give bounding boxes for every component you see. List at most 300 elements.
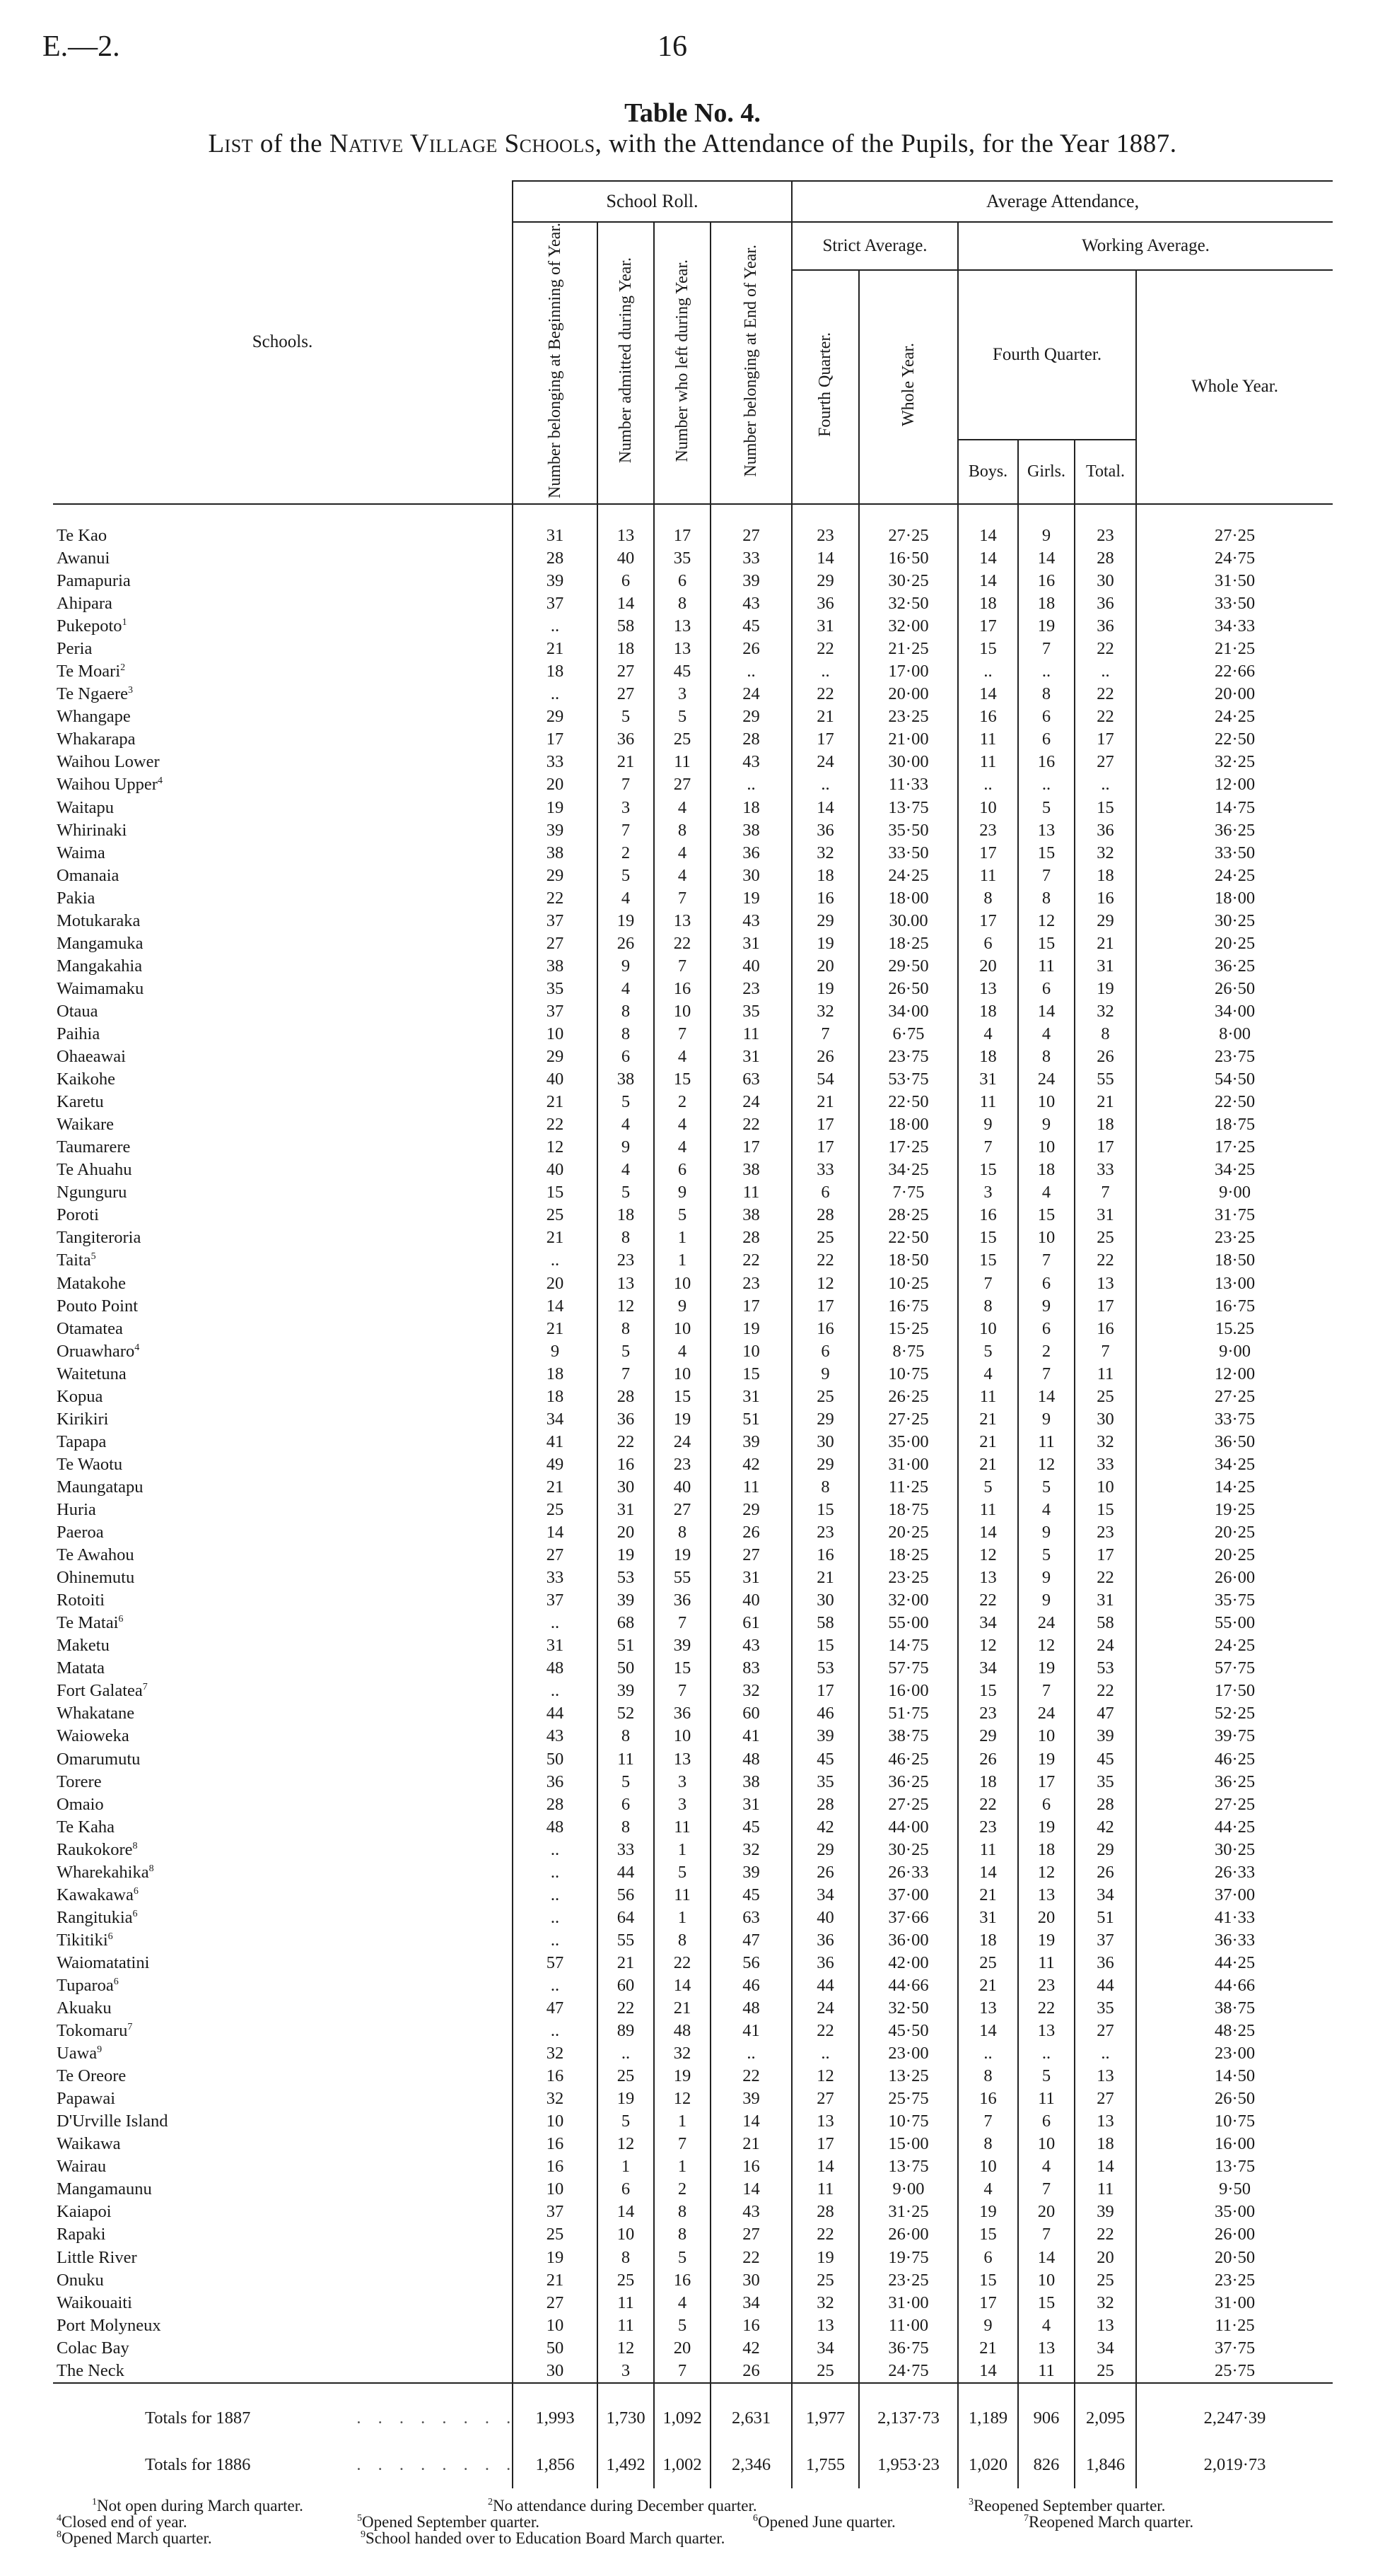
cell-value: 19 [597, 910, 654, 932]
school-name: Pakia [57, 888, 95, 908]
cell-value: 31 [792, 615, 859, 638]
cell-value: 22 [792, 638, 859, 660]
average-attendance-header: Average Attendance, [792, 181, 1333, 222]
cell-value: .. [958, 660, 1018, 683]
cell-value: 48 [711, 1747, 792, 1770]
cell-value: 50 [513, 1747, 597, 1770]
cell-value: 36 [1075, 615, 1136, 638]
cell-value: 10 [958, 1318, 1018, 1340]
cell-value: 34 [958, 1657, 1018, 1680]
school-name: Little River [57, 2247, 137, 2267]
cell-value: 10·75 [1136, 2110, 1333, 2133]
cell-value: 48 [654, 2020, 711, 2042]
table-row [53, 1771, 1333, 1793]
cell-value: 15 [1018, 2292, 1075, 2314]
cell-value: 21 [792, 1567, 859, 1589]
table-row [53, 1453, 1333, 1476]
cell-value: 12 [1018, 910, 1075, 932]
table-row [53, 773, 1333, 796]
cell-value: 14 [792, 547, 859, 570]
school-name: Wairau [57, 2157, 107, 2177]
cell-value: 32 [792, 2292, 859, 2314]
cell-value: 31 [958, 1907, 1018, 1929]
cell-value: 41 [711, 2020, 792, 2042]
cell-value: 53·75 [859, 1068, 958, 1091]
cell-value: 28 [513, 547, 597, 570]
cell-value: 31 [711, 1046, 792, 1068]
school-name: Otamatea [57, 1318, 123, 1338]
cell-value: 55 [597, 1929, 654, 1952]
cell-value: 8 [654, 1929, 711, 1952]
total-value: 1,092 [654, 2383, 711, 2442]
cell-value: 8 [597, 2247, 654, 2269]
cell-value: 32·00 [859, 615, 958, 638]
cell-value: 16 [958, 706, 1018, 728]
col-strict-q4: Fourth Quarter. [792, 270, 859, 504]
cell-value: 36 [597, 1408, 654, 1431]
cell-value: 38 [513, 955, 597, 978]
cell-value: 23 [597, 1249, 654, 1272]
cell-value: 8·75 [859, 1340, 958, 1363]
cell-value: 22 [1075, 2223, 1136, 2246]
cell-value: 25 [958, 1952, 1018, 1974]
cell-value: 4 [1018, 2314, 1075, 2337]
cell-value: 15 [958, 2223, 1018, 2246]
cell-value: 22 [1075, 1249, 1136, 1272]
cell-value: 27 [1075, 2088, 1136, 2110]
school-name: Uawa$^9$ [57, 2044, 103, 2063]
cell-value: 25 [1075, 1226, 1136, 1249]
table-row [53, 638, 1333, 660]
cell-value: 33 [513, 751, 597, 773]
cell-value: 55 [1075, 1068, 1136, 1091]
cell-value: 21 [1075, 1091, 1136, 1113]
table-row [53, 2065, 1333, 2088]
cell-value: 44·66 [859, 1974, 958, 1997]
school-name: Waiomatatini [57, 1953, 150, 1972]
cell-value: 16 [654, 978, 711, 1000]
school-name: Matata [57, 1658, 105, 1678]
cell-value: 54 [792, 1068, 859, 1091]
table-row [53, 1068, 1333, 1091]
col-whole-year: Whole Year. [1136, 270, 1333, 504]
cell-value: 27 [711, 1544, 792, 1567]
table-row [53, 1725, 1333, 1747]
cell-value: 22 [513, 887, 597, 910]
school-name: Ngunguru [57, 1183, 127, 1202]
cell-value: 10 [654, 1363, 711, 1386]
cell-value: 16·75 [859, 1295, 958, 1318]
school-name: Whakarapa [57, 730, 136, 749]
cell-value: 10 [958, 2155, 1018, 2178]
cell-value: 32 [1075, 1431, 1136, 1453]
cell-value: 27·25 [1136, 504, 1333, 547]
cell-value: 9 [792, 1363, 859, 1386]
cell-value: 13 [654, 615, 711, 638]
cell-value: 18 [958, 1046, 1018, 1068]
cell-value: 44·00 [859, 1816, 958, 1839]
cell-value: 83 [711, 1657, 792, 1680]
cell-value: 28 [792, 1204, 859, 1226]
cell-value: 38·75 [859, 1725, 958, 1747]
table-row [53, 1634, 1333, 1657]
cell-value: 8 [597, 1318, 654, 1340]
table-row [53, 660, 1333, 683]
cell-value: 18 [1075, 865, 1136, 887]
cell-value: 13·25 [859, 2065, 958, 2088]
cell-value: 8 [654, 2201, 711, 2223]
cell-value: 34·25 [1136, 1453, 1333, 1476]
cell-value: 15.25 [1136, 1318, 1333, 1340]
cell-value: .. [711, 773, 792, 796]
cell-value: 5 [597, 865, 654, 887]
school-name: Kaikohe [57, 1070, 115, 1089]
cell-value: 11 [1075, 1363, 1136, 1386]
cell-value: 13·75 [1136, 2155, 1333, 2178]
cell-value: 11 [958, 1386, 1018, 1408]
cell-value: 5 [958, 1476, 1018, 1499]
cell-value: 15 [654, 1068, 711, 1091]
cell-value: 36 [513, 1771, 597, 1793]
cell-value: 30·25 [859, 1839, 958, 1861]
cell-value: 57·75 [1136, 1657, 1333, 1680]
cell-value: 21 [1075, 932, 1136, 955]
cell-value: 38 [597, 1068, 654, 1091]
cell-value: 12·00 [1136, 1363, 1333, 1386]
school-name: Waikawa [57, 2134, 121, 2154]
cell-value: 26·00 [1136, 2223, 1333, 2246]
table-row [53, 2201, 1333, 2223]
cell-value: 19·25 [1136, 1499, 1333, 1521]
cell-value: 24 [792, 751, 859, 773]
table-row [53, 2178, 1333, 2201]
cell-value: .. [1018, 2042, 1075, 2065]
cell-value: 36 [792, 1929, 859, 1952]
school-name: Waihou Lower [57, 752, 160, 772]
cell-value: 15 [958, 2269, 1018, 2292]
cell-value: 21 [513, 1091, 597, 1113]
cell-value: 10 [513, 2314, 597, 2337]
cell-value: 8 [597, 1023, 654, 1046]
cell-value: 7 [1018, 865, 1075, 887]
totals-label: Totals for 1887 . . . . . . . . [53, 2383, 513, 2442]
cell-value: 18·00 [1136, 887, 1333, 910]
cell-value: 24·75 [1136, 547, 1333, 570]
school-name: Te Kaha [57, 1817, 115, 1837]
cell-value: 5 [654, 2314, 711, 2337]
cell-value: 14 [958, 570, 1018, 592]
table-row [53, 706, 1333, 728]
cell-value: 19 [1018, 615, 1075, 638]
cell-value: 43 [711, 2201, 792, 2223]
cell-value: 32 [792, 842, 859, 865]
cell-value: 9·50 [1136, 2178, 1333, 2201]
total-value: 906 [1018, 2383, 1075, 2442]
cell-value: 22 [1075, 706, 1136, 728]
cell-value: 9·00 [859, 2178, 958, 2201]
cell-value: 13 [1075, 1272, 1136, 1295]
cell-value: 29 [792, 570, 859, 592]
cell-value: 11 [597, 2314, 654, 2337]
cell-value: 41 [513, 1431, 597, 1453]
cell-value: 36 [792, 592, 859, 615]
cell-value: 25 [792, 2269, 859, 2292]
cell-value: 31 [711, 1386, 792, 1408]
school-name: Otaua [57, 1001, 98, 1021]
cell-value: 16 [792, 1318, 859, 1340]
cell-value: 14 [958, 1521, 1018, 1544]
cell-value: 45·50 [859, 2020, 958, 2042]
cell-value: 22 [1018, 1997, 1075, 2020]
cell-value: 12 [513, 1136, 597, 1159]
table-row [53, 797, 1333, 819]
cell-value: 10 [1075, 1476, 1136, 1499]
cell-value: 39 [792, 1725, 859, 1747]
table-row [53, 1567, 1333, 1589]
school-name: Awanui [57, 549, 110, 568]
cell-value: 20·25 [859, 1521, 958, 1544]
table-row [53, 1521, 1333, 1544]
cell-value: 60 [711, 1702, 792, 1725]
school-name: Kaiapoi [57, 2202, 112, 2222]
cell-value: 23 [711, 978, 792, 1000]
cell-value: 21·00 [859, 728, 958, 751]
cell-value: 46 [792, 1702, 859, 1725]
cell-value: 36·25 [859, 1771, 958, 1793]
cell-value: 26 [792, 1861, 859, 1884]
cell-value: 18·75 [1136, 1113, 1333, 1136]
cell-value: 8 [958, 2133, 1018, 2155]
cell-value: 7 [792, 1023, 859, 1046]
school-name: Pukepoto$^1$ [57, 616, 127, 636]
cell-value: 28 [1075, 1793, 1136, 1816]
cell-value: 35 [1075, 1997, 1136, 2020]
cell-value: 9·00 [1136, 1340, 1333, 1363]
school-name: Poroti [57, 1205, 99, 1225]
cell-value: 36·50 [1136, 1431, 1333, 1453]
cell-value: 36·25 [1136, 1771, 1333, 1793]
cell-value: 43 [711, 751, 792, 773]
cell-value: 23·75 [1136, 1046, 1333, 1068]
cell-value: 28 [711, 1226, 792, 1249]
cell-value: 32 [1075, 842, 1136, 865]
cell-value: 14 [1018, 2247, 1075, 2269]
table-row [53, 615, 1333, 638]
cell-value: 5 [1018, 797, 1075, 819]
cell-value: 17 [1075, 1544, 1136, 1567]
school-name: Motukaraka [57, 911, 141, 930]
school-name: Te Waotu [57, 1454, 123, 1474]
school-name: Fort Galatea$^7$ [57, 1681, 148, 1701]
cell-value: 11 [958, 1839, 1018, 1861]
total-value: 2,346 [711, 2442, 792, 2488]
table-row [53, 1023, 1333, 1046]
cell-value: 39 [711, 1431, 792, 1453]
col-end: Number belonging at End of Year. [711, 222, 792, 504]
cell-value: 45 [654, 660, 711, 683]
cell-value: 6 [958, 2247, 1018, 2269]
cell-value: 18 [958, 1929, 1018, 1952]
total-value: 1,953·23 [859, 2442, 958, 2488]
cell-value: 13 [1018, 1884, 1075, 1907]
cell-value: 18·75 [859, 1499, 958, 1521]
cell-value: 32·00 [859, 1589, 958, 1612]
table-totals [53, 2383, 1333, 2488]
cell-value: 6 [1018, 2110, 1075, 2133]
cell-value: 31 [1075, 955, 1136, 978]
cell-value: 8 [597, 1816, 654, 1839]
cell-value: 55·00 [859, 1612, 958, 1634]
cell-value: 12 [792, 2065, 859, 2088]
cell-value: 18 [792, 865, 859, 887]
cell-value: 27 [513, 2292, 597, 2314]
cell-value: 36 [711, 842, 792, 865]
cell-value: 27 [597, 683, 654, 706]
attendance-table [53, 180, 1333, 2488]
cell-value: 8 [958, 887, 1018, 910]
cell-value: 34·25 [859, 1159, 958, 1181]
cell-value: 19 [513, 2247, 597, 2269]
cell-value: .. [958, 2042, 1018, 2065]
cell-value: 4 [654, 797, 711, 819]
strict-average-header: Strict Average. [792, 222, 958, 270]
cell-value: .. [597, 2042, 654, 2065]
school-name: Matakohe [57, 1273, 126, 1293]
cell-value: 25 [1075, 2269, 1136, 2292]
cell-value: 25 [1075, 2360, 1136, 2383]
cell-value: 27·25 [859, 1408, 958, 1431]
table-row [53, 910, 1333, 932]
cell-value: 29 [792, 1453, 859, 1476]
cell-value: 11 [1018, 1952, 1075, 1974]
cell-value: 17 [792, 1680, 859, 1702]
cell-value: 31 [711, 1793, 792, 1816]
cell-value: 32·25 [1136, 751, 1333, 773]
cell-value: 39 [711, 1861, 792, 1884]
cell-value: 31 [711, 1567, 792, 1589]
cell-value: 2 [1018, 1340, 1075, 1363]
cell-value: 31·00 [1136, 2292, 1333, 2314]
cell-value: 19 [711, 887, 792, 910]
cell-value: 37 [513, 1589, 597, 1612]
school-name: Omaio [57, 1794, 104, 1814]
cell-value: 12 [654, 2088, 711, 2110]
cell-value: 52 [597, 1702, 654, 1725]
table-row [53, 1476, 1333, 1499]
cell-value: 42 [711, 2337, 792, 2360]
cell-value: 14 [1075, 2155, 1136, 2178]
cell-value: 2 [597, 842, 654, 865]
cell-value: 5 [654, 2247, 711, 2269]
cell-value: 28 [513, 1793, 597, 1816]
cell-value: 14 [958, 547, 1018, 570]
cell-value: 23·00 [859, 2042, 958, 2065]
school-name: Waitapu [57, 797, 115, 817]
cell-value: 28 [1075, 547, 1136, 570]
cell-value: 16 [711, 2155, 792, 2178]
cell-value: 23·00 [1136, 2042, 1333, 2065]
cell-value: 8 [597, 1725, 654, 1747]
cell-value: 14 [597, 592, 654, 615]
cell-value: 12 [958, 1544, 1018, 1567]
totals-label: Totals for 1886 . . . . . . . . [145, 2454, 518, 2474]
cell-value: 18 [1018, 1159, 1075, 1181]
cell-value: 10 [1018, 1136, 1075, 1159]
cell-value: 13 [597, 1272, 654, 1295]
table-row [53, 2223, 1333, 2246]
cell-value: 18 [513, 1386, 597, 1408]
cell-value: 27 [513, 932, 597, 955]
report-reference: E.—2. [42, 30, 120, 63]
total-value: 2,137·73 [859, 2383, 958, 2442]
cell-value: 15 [1075, 797, 1136, 819]
cell-value: 21 [958, 2337, 1018, 2360]
cell-value: 36 [1075, 592, 1136, 615]
table-row [53, 1747, 1333, 1770]
cell-value: 17·25 [859, 1136, 958, 1159]
cell-value: 47 [711, 1929, 792, 1952]
cell-value: 30 [1075, 1408, 1136, 1431]
cell-value: 23 [711, 1272, 792, 1295]
totals-row [53, 2383, 1333, 2442]
cell-value: 39 [711, 2088, 792, 2110]
cell-value: 27·25 [1136, 1793, 1333, 1816]
school-name: Whangape [57, 707, 131, 727]
cell-value: 20 [792, 955, 859, 978]
cell-value: 11 [1075, 2178, 1136, 2201]
cell-value: 33 [1075, 1453, 1136, 1476]
cell-value: 13·75 [859, 2155, 958, 2178]
cell-value: 46 [711, 1974, 792, 1997]
cell-value: 21 [654, 1997, 711, 2020]
total-value: 1,020 [958, 2442, 1018, 2488]
cell-value: 26 [1075, 1046, 1136, 1068]
cell-value: 19 [1018, 1816, 1075, 1839]
cell-value: 24·25 [859, 865, 958, 887]
cell-value: 5 [597, 706, 654, 728]
cell-value: 13 [958, 978, 1018, 1000]
cell-value: 30 [1075, 570, 1136, 592]
cell-value: 25 [1075, 1386, 1136, 1408]
cell-value: 13 [1075, 2065, 1136, 2088]
cell-value: 34 [1075, 2337, 1136, 2360]
table-row [53, 2292, 1333, 2314]
cell-value: 11 [958, 1499, 1018, 1521]
school-roll-header: School Roll. [513, 181, 792, 222]
cell-value: 12·00 [1136, 773, 1333, 796]
cell-value: 2 [654, 2178, 711, 2201]
cell-value: 21 [958, 1974, 1018, 1997]
cell-value: 36·00 [859, 1929, 958, 1952]
footnote-8: $^8$Opened March quarter. [57, 2529, 212, 2547]
cell-value: 36·33 [1136, 1929, 1333, 1952]
cell-value: 7 [597, 819, 654, 842]
cell-value: 7 [654, 2133, 711, 2155]
cell-value: 18·50 [859, 1249, 958, 1272]
cell-value: 3 [654, 1793, 711, 1816]
cell-value: 57 [513, 1952, 597, 1974]
cell-value: 19 [792, 978, 859, 1000]
cell-value: 7 [1018, 1680, 1075, 1702]
school-name: Ahipara [57, 594, 112, 614]
cell-value: 7 [654, 2360, 711, 2383]
cell-value: 26 [711, 1521, 792, 1544]
cell-value: 32 [711, 1839, 792, 1861]
cell-value: 26 [597, 932, 654, 955]
cell-value: 45 [711, 1884, 792, 1907]
cell-value: 16 [513, 2155, 597, 2178]
cell-value: 21 [513, 2269, 597, 2292]
